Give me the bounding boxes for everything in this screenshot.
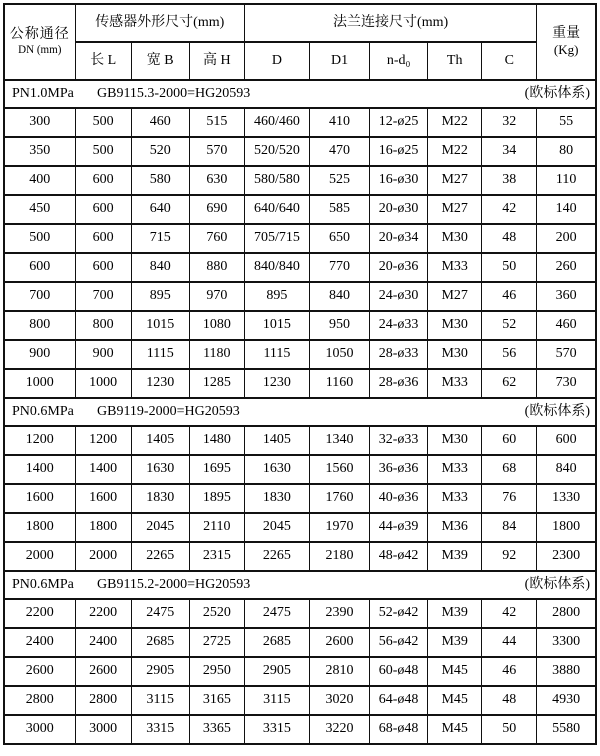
table-cell: 1285 [189, 369, 244, 398]
section-header-cell [4, 398, 596, 426]
table-cell: M39 [428, 628, 482, 657]
table-cell: 690 [189, 195, 244, 224]
table-cell: 1630 [244, 455, 309, 484]
table-cell: 36-ø36 [370, 455, 428, 484]
table-cell: 46 [482, 282, 537, 311]
table-cell: 2950 [189, 657, 244, 686]
cell-dn-value: 1000 [4, 369, 75, 398]
table-row [4, 224, 596, 253]
table-cell: 52-ø42 [370, 599, 428, 628]
table-cell: 1800 [537, 513, 596, 542]
table-cell: 580 [131, 166, 189, 195]
table-cell: 56 [482, 340, 537, 369]
table-cell: 1800 [75, 513, 131, 542]
table-cell: 460 [537, 311, 596, 340]
section-standard-note: (欧标体系) [524, 85, 590, 101]
table-cell: 200 [537, 224, 596, 253]
section-header-row [4, 571, 596, 599]
table-cell: 640 [131, 195, 189, 224]
table-cell: 1600 [75, 484, 131, 513]
table-cell: 2725 [189, 628, 244, 657]
table-cell: 2800 [537, 599, 596, 628]
table-cell: 640/640 [244, 195, 309, 224]
table-cell: 2400 [75, 628, 131, 657]
table-cell: M33 [428, 484, 482, 513]
table-cell: 3880 [537, 657, 596, 686]
table-cell: M22 [428, 137, 482, 166]
table-cell: 1160 [309, 369, 369, 398]
table-cell: 42 [482, 195, 537, 224]
table-cell: 1560 [309, 455, 369, 484]
table-cell: M30 [428, 224, 482, 253]
col-header-height: 高 H [189, 42, 244, 80]
table-cell: M27 [428, 282, 482, 311]
table-cell: 500 [75, 137, 131, 166]
table-cell: 48 [482, 686, 537, 715]
table-cell: 460/460 [244, 108, 309, 137]
table-cell: 880 [189, 253, 244, 282]
col-header-weight-title: 重量 [552, 26, 581, 42]
table-cell: 68-ø48 [370, 715, 428, 744]
table-cell: 260 [537, 253, 596, 282]
cell-dn-value: 500 [4, 224, 75, 253]
table-cell: 3000 [75, 715, 131, 744]
table-cell: M27 [428, 195, 482, 224]
table-cell: 2265 [244, 542, 309, 571]
col-header-dn [4, 4, 75, 80]
section-pressure-rating: PN1.0MPa [12, 85, 74, 101]
cell-dn-value: 900 [4, 340, 75, 369]
table-cell: M30 [428, 340, 482, 369]
table-cell: 38 [482, 166, 537, 195]
table-cell: 62 [482, 369, 537, 398]
table-cell: 970 [189, 282, 244, 311]
table-cell: 1760 [309, 484, 369, 513]
section-standard-code: GB9115.2-2000=HG20593 [97, 576, 251, 592]
table-cell: 40-ø36 [370, 484, 428, 513]
table-cell: 895 [131, 282, 189, 311]
table-cell: 1970 [309, 513, 369, 542]
table-cell: 2300 [537, 542, 596, 571]
table-row [4, 686, 596, 715]
table-cell: 1200 [75, 426, 131, 455]
table-cell: 840/840 [244, 253, 309, 282]
table-cell: 895 [244, 282, 309, 311]
table-cell: 46 [482, 657, 537, 686]
table-cell: 2045 [131, 513, 189, 542]
table-cell: 48-ø42 [370, 542, 428, 571]
table-cell: 110 [537, 166, 596, 195]
table-cell: 2905 [244, 657, 309, 686]
table-cell: 1695 [189, 455, 244, 484]
table-cell: 1830 [244, 484, 309, 513]
cell-dn-value: 2200 [4, 599, 75, 628]
cell-dn-value: 2800 [4, 686, 75, 715]
col-header-d: D [244, 42, 309, 80]
table-row [4, 340, 596, 369]
table-cell: 20-ø36 [370, 253, 428, 282]
table-cell: 950 [309, 311, 369, 340]
table-cell: 470 [309, 137, 369, 166]
table-cell: 2315 [189, 542, 244, 571]
table-cell: 630 [189, 166, 244, 195]
table-cell: 570 [537, 340, 596, 369]
table-cell: 1630 [131, 455, 189, 484]
table-cell: 520/520 [244, 137, 309, 166]
table-cell: 55 [537, 108, 596, 137]
table-cell: 20-ø34 [370, 224, 428, 253]
table-cell: 1180 [189, 340, 244, 369]
cell-dn-value: 400 [4, 166, 75, 195]
table-cell: M39 [428, 542, 482, 571]
group-header-sensor-dimensions: 传感器外形尺寸(mm) [75, 4, 244, 42]
table-cell: 2685 [244, 628, 309, 657]
table-header [4, 4, 596, 80]
table-cell: 1340 [309, 426, 369, 455]
table-cell: 600 [75, 166, 131, 195]
table-cell: 585 [309, 195, 369, 224]
table-cell: 1015 [244, 311, 309, 340]
cell-dn-value: 1400 [4, 455, 75, 484]
table-cell: M45 [428, 686, 482, 715]
flange-dimension-table [3, 3, 597, 745]
table-row [4, 195, 596, 224]
table-cell: 3165 [189, 686, 244, 715]
table-cell: 64-ø48 [370, 686, 428, 715]
table-cell: 3020 [309, 686, 369, 715]
table-row [4, 166, 596, 195]
table-cell: 515 [189, 108, 244, 137]
table-cell: 5580 [537, 715, 596, 744]
cell-dn-value: 2600 [4, 657, 75, 686]
table-cell: M45 [428, 657, 482, 686]
table-row [4, 426, 596, 455]
table-row [4, 455, 596, 484]
table-cell: 2390 [309, 599, 369, 628]
table-cell: 2520 [189, 599, 244, 628]
table-cell: 500 [75, 108, 131, 137]
table-cell: 2200 [75, 599, 131, 628]
section-header-row [4, 80, 596, 108]
table-cell: 20-ø30 [370, 195, 428, 224]
cell-dn-value: 800 [4, 311, 75, 340]
table-cell: M33 [428, 455, 482, 484]
table-cell: 60 [482, 426, 537, 455]
table-cell: 460 [131, 108, 189, 137]
table-cell: 525 [309, 166, 369, 195]
table-cell: 44-ø39 [370, 513, 428, 542]
table-cell: 2110 [189, 513, 244, 542]
section-header-cell [4, 80, 596, 108]
table-cell: 3115 [244, 686, 309, 715]
table-cell: 2685 [131, 628, 189, 657]
table-cell: 2180 [309, 542, 369, 571]
table-cell: 1115 [131, 340, 189, 369]
table-cell: 600 [75, 195, 131, 224]
table-cell: 2045 [244, 513, 309, 542]
table-row [4, 137, 596, 166]
col-header-weight-unit: (Kg) [553, 41, 579, 57]
cell-dn-value: 1200 [4, 426, 75, 455]
cell-dn-value: 1600 [4, 484, 75, 513]
table-cell: 24-ø30 [370, 282, 428, 311]
table-cell: 16-ø30 [370, 166, 428, 195]
table-cell: 700 [75, 282, 131, 311]
table-cell: 28-ø36 [370, 369, 428, 398]
table-cell: 3300 [537, 628, 596, 657]
table-cell: 770 [309, 253, 369, 282]
table-cell: 800 [75, 311, 131, 340]
table-cell: 60-ø48 [370, 657, 428, 686]
table-cell: 1405 [131, 426, 189, 455]
section-standard-code: GB9119-2000=HG20593 [97, 403, 240, 419]
cell-dn-value: 300 [4, 108, 75, 137]
col-header-th: Th [428, 42, 482, 80]
table-cell: 3365 [189, 715, 244, 744]
table-cell: 84 [482, 513, 537, 542]
table-row [4, 657, 596, 686]
table-cell: 42 [482, 599, 537, 628]
table-row [4, 628, 596, 657]
col-header-d1: D1 [309, 42, 369, 80]
cell-dn-value: 1800 [4, 513, 75, 542]
table-cell: 4930 [537, 686, 596, 715]
table-cell: M33 [428, 369, 482, 398]
table-cell: 360 [537, 282, 596, 311]
table-cell: 28-ø33 [370, 340, 428, 369]
col-header-length: 长 L [75, 42, 131, 80]
table-cell: 34 [482, 137, 537, 166]
table-cell: 76 [482, 484, 537, 513]
table-cell: 840 [537, 455, 596, 484]
table-cell: 1895 [189, 484, 244, 513]
table-cell: 140 [537, 195, 596, 224]
table-cell: 24-ø33 [370, 311, 428, 340]
table-cell: 1230 [131, 369, 189, 398]
table-row [4, 369, 596, 398]
table-cell: 3115 [131, 686, 189, 715]
table-cell: 1405 [244, 426, 309, 455]
table-cell: M30 [428, 426, 482, 455]
table-row [4, 715, 596, 744]
table-cell: 1115 [244, 340, 309, 369]
col-header-c: C [482, 42, 537, 80]
section-standard-code: GB9115.3-2000=HG20593 [97, 85, 251, 101]
table-cell: 1015 [131, 311, 189, 340]
col-header-n-d0: n-d₀ [370, 42, 428, 80]
cell-dn-value: 2000 [4, 542, 75, 571]
table-cell: 56-ø42 [370, 628, 428, 657]
cell-dn-value: 350 [4, 137, 75, 166]
table-cell: 44 [482, 628, 537, 657]
table-cell: 520 [131, 137, 189, 166]
table-cell: 80 [537, 137, 596, 166]
table-cell: M22 [428, 108, 482, 137]
section-standard-note: (欧标体系) [524, 576, 590, 592]
section-header-cell [4, 571, 596, 599]
table-cell: 2475 [131, 599, 189, 628]
table-cell: 50 [482, 253, 537, 282]
table-row [4, 282, 596, 311]
cell-dn-value: 600 [4, 253, 75, 282]
col-header-dn-unit: DN (mm) [18, 42, 62, 57]
table-cell: 760 [189, 224, 244, 253]
table-cell: 2905 [131, 657, 189, 686]
table-cell: 16-ø25 [370, 137, 428, 166]
table-cell: 600 [537, 426, 596, 455]
table-cell: 2810 [309, 657, 369, 686]
table-cell: 2000 [75, 542, 131, 571]
table-cell: 730 [537, 369, 596, 398]
table-cell: 32 [482, 108, 537, 137]
table-cell: 705/715 [244, 224, 309, 253]
table-cell: M39 [428, 599, 482, 628]
table-cell: 3315 [244, 715, 309, 744]
table-cell: 32-ø33 [370, 426, 428, 455]
cell-dn-value: 3000 [4, 715, 75, 744]
table-cell: 2475 [244, 599, 309, 628]
col-header-width: 宽 B [131, 42, 189, 80]
section-pressure-rating: PN0.6MPa [12, 576, 74, 592]
table-cell: 50 [482, 715, 537, 744]
table-cell: 715 [131, 224, 189, 253]
table-row [4, 542, 596, 571]
table-cell: 1230 [244, 369, 309, 398]
table-cell: 48 [482, 224, 537, 253]
table-cell: M27 [428, 166, 482, 195]
table-cell: M33 [428, 253, 482, 282]
section-standard-note: (欧标体系) [524, 403, 590, 419]
section-header-row [4, 398, 596, 426]
col-header-weight [537, 4, 596, 80]
table-cell: 2800 [75, 686, 131, 715]
table-cell: M30 [428, 311, 482, 340]
table-cell: M36 [428, 513, 482, 542]
table-cell: 570 [189, 137, 244, 166]
table-row [4, 513, 596, 542]
table-row [4, 484, 596, 513]
table-cell: 3315 [131, 715, 189, 744]
table-row [4, 599, 596, 628]
table-cell: 650 [309, 224, 369, 253]
table-cell: 3220 [309, 715, 369, 744]
table-cell: 68 [482, 455, 537, 484]
table-cell: 900 [75, 340, 131, 369]
table-cell: 1480 [189, 426, 244, 455]
table-cell: 1000 [75, 369, 131, 398]
table-cell: 1080 [189, 311, 244, 340]
table-cell: 580/580 [244, 166, 309, 195]
table-cell: 840 [309, 282, 369, 311]
section-pressure-rating: PN0.6MPa [12, 403, 74, 419]
table-cell: 600 [75, 253, 131, 282]
table-cell: 410 [309, 108, 369, 137]
cell-dn-value: 2400 [4, 628, 75, 657]
cell-dn-value: 450 [4, 195, 75, 224]
table-row [4, 311, 596, 340]
table-cell: 2600 [309, 628, 369, 657]
table-cell: 840 [131, 253, 189, 282]
table-cell: 2600 [75, 657, 131, 686]
table-row [4, 108, 596, 137]
table-cell: 1330 [537, 484, 596, 513]
table-cell: 12-ø25 [370, 108, 428, 137]
table-cell: 600 [75, 224, 131, 253]
table-row [4, 253, 596, 282]
group-header-flange-dimensions: 法兰连接尺寸(mm) [244, 4, 536, 42]
table-cell: 1400 [75, 455, 131, 484]
table-cell: 1830 [131, 484, 189, 513]
table-cell: 1050 [309, 340, 369, 369]
cell-dn-value: 700 [4, 282, 75, 311]
table-cell: 92 [482, 542, 537, 571]
table-cell: M45 [428, 715, 482, 744]
table-cell: 52 [482, 311, 537, 340]
table-body [4, 80, 596, 744]
table-cell: 2265 [131, 542, 189, 571]
col-header-dn-title: 公称通径 [9, 27, 70, 43]
